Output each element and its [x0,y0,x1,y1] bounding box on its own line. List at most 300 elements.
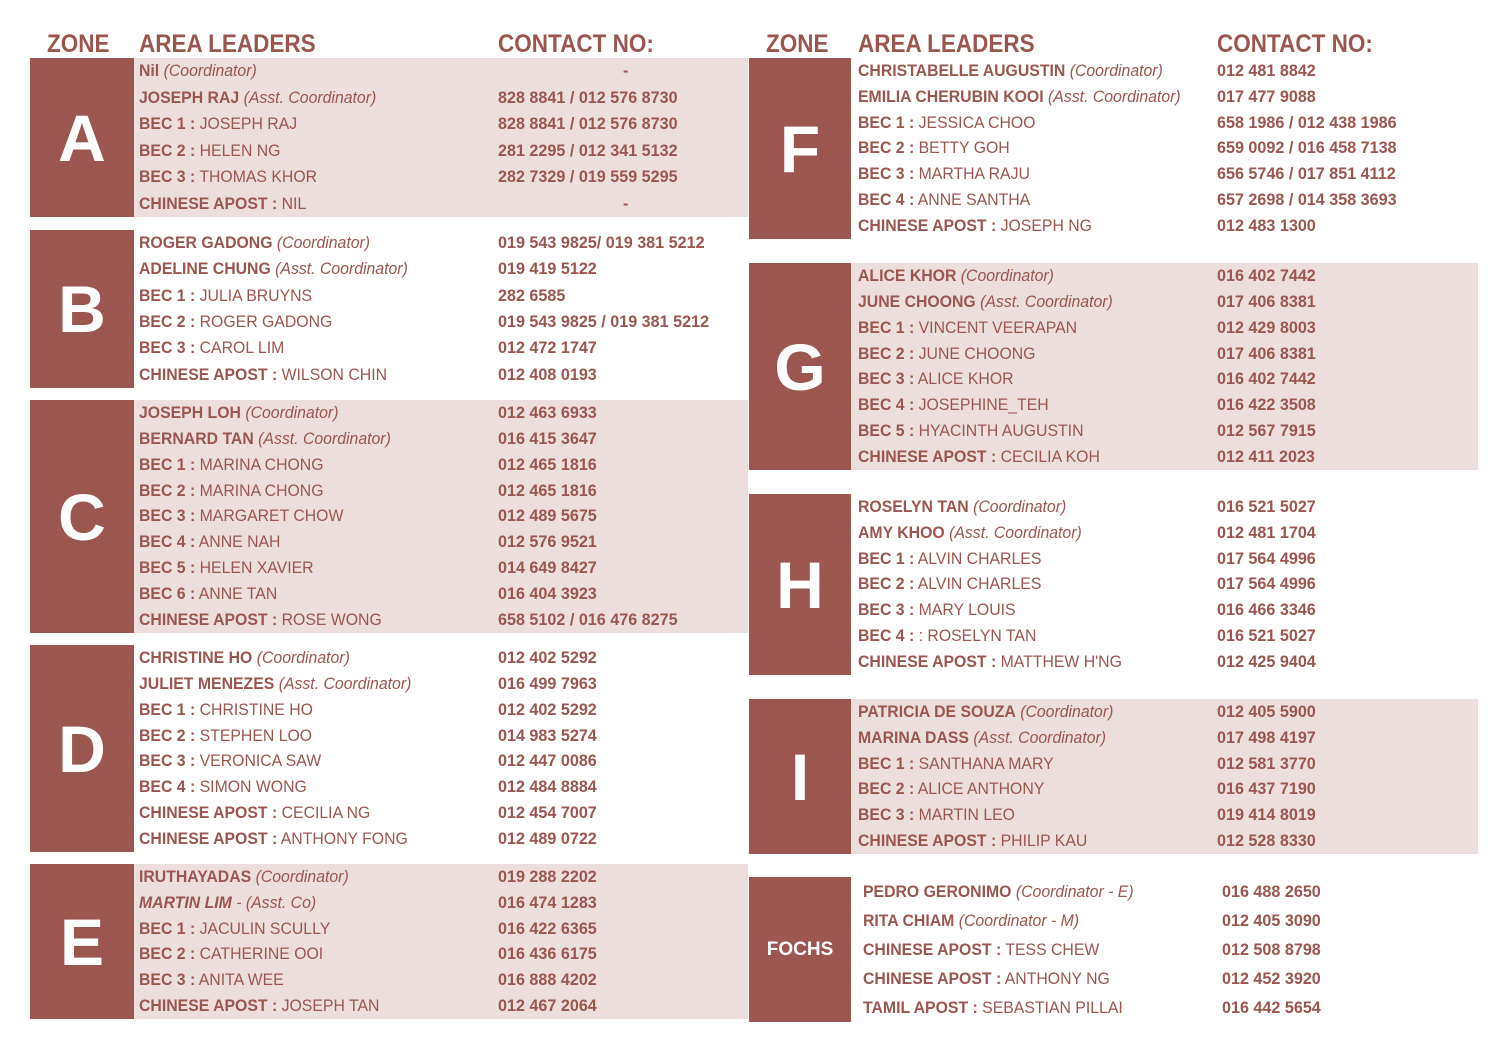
leader-label: CHINESE APOST : [139,996,278,1016]
leader-row [139,724,748,748]
leader-row [139,139,748,163]
leader-name [858,700,1113,724]
leader-name [858,367,1014,391]
leader-person-name: BERNARD TAN [139,428,254,448]
leader-value: ANNE TAN [198,584,278,604]
leader-value: ANNE NAH [198,532,281,552]
contact-number: 658 1986 / 012 438 1986 [1217,112,1397,132]
leader-row [139,646,748,670]
leader-person-name: JULIET MENEZES [139,673,275,693]
leader-row [858,521,1478,545]
leader-value: HELEN NG [199,140,281,160]
leader-label: BEC 6 : [139,584,196,604]
leader-person-name: ROGER GADONG [139,233,273,253]
leader-label: BEC 1 : [858,548,915,568]
leader-name [139,582,277,606]
contact-number: 017 564 4996 [1217,548,1316,568]
leader-name [139,336,284,360]
leader-name [139,165,317,189]
leader-value: JOSEPHINE_TEH [918,395,1049,415]
leader-name [858,521,1082,545]
leader-row [863,967,1478,991]
leader-row [858,572,1478,596]
contact-number: 016 466 3346 [1217,600,1316,620]
contact-number: 012 472 1747 [498,338,597,358]
zone-e-block [30,864,748,1019]
contact-number: 019 543 9825/ 019 381 5212 [498,233,705,253]
leader-label: CHINESE APOST : [863,939,1002,959]
contact-number: 012 402 5292 [498,647,597,667]
contact-header-left: CONTACT NO: [498,30,654,58]
leader-name [139,427,391,451]
contact-number: 012 576 9521 [498,532,597,552]
contact-number: 012 447 0086 [498,751,597,771]
leader-person-name: EMILIA CHERUBIN KOOI [858,86,1044,106]
leader-role: (Coordinator) [256,647,350,667]
leader-role: (Asst. Coordinator) [949,522,1082,542]
leader-row [139,427,748,451]
leader-value: ANTHONY NG [1004,968,1110,988]
contact-number: 828 8841 / 012 576 8730 [498,87,678,107]
zone-g-block [749,263,1478,470]
leader-person-name: JOSEPH RAJ [139,87,240,107]
leader-row [858,367,1478,391]
leader-row [139,608,748,632]
leader-person-name: JOSEPH LOH [139,402,241,422]
leader-value: JULIA BRUYNS [199,285,313,305]
zone-rows [139,58,748,217]
leader-label: CHINESE APOST : [139,803,278,823]
leader-value: JACULIN SCULLY [199,918,331,938]
leader-role: (Coordinator) [960,265,1054,285]
zone-letter: F [749,58,851,239]
leader-label: BEC 1 : [139,285,196,305]
leader-value: ROSE WONG [281,609,382,629]
zone-a-block [30,58,748,217]
leader-value: MARTHA RAJU [918,164,1030,184]
leader-name [858,572,1041,596]
leader-value: MARGARET CHOW [199,506,344,526]
leader-row [858,264,1478,288]
leader-value: ALICE KHOR [917,369,1014,389]
leader-row [858,136,1478,160]
leader-row [858,162,1478,186]
leader-person-name: ADELINE CHUNG [139,259,271,279]
leader-label: BEC 2 : [858,343,915,363]
leader-label: CHINESE APOST : [863,968,1002,988]
contact-number: 012 405 3090 [1222,910,1321,930]
leader-label: BEC 2 : [858,779,915,799]
leader-name [858,214,1092,238]
leader-label: CHINESE APOST : [858,831,997,851]
contact-number: 282 6585 [498,285,566,305]
leader-person-name: PATRICIA DE SOUZA [858,701,1016,721]
leader-label: BEC 5 : [858,421,915,441]
leader-value: SANTHANA MARY [918,753,1054,773]
leader-name [139,231,370,255]
contact-number: 659 0092 / 016 458 7138 [1217,138,1397,158]
contact-number: 016 404 3923 [498,584,597,604]
contact-number: 012 425 9404 [1217,651,1316,671]
contact-number: 012 481 1704 [1217,522,1316,542]
leader-row [139,917,748,941]
leader-role: (Asst. Coordinator) [275,259,408,279]
leader-name [858,752,1054,776]
contact-number: 016 436 6175 [498,944,597,964]
leader-label: CHINESE APOST : [139,364,278,384]
leader-role: (Coordinator) [276,233,371,253]
leader-name [139,994,379,1018]
leader-value: PHILIP KAU [1000,831,1088,851]
contact-number: 016 442 5654 [1222,997,1321,1017]
leader-name [858,111,1035,135]
leader-label: BEC 1 : [858,753,915,773]
leader-label: BEC 2 : [858,574,915,594]
leader-value: WILSON CHIN [281,364,388,384]
leader-row [139,775,748,799]
leader-label: BEC 2 : [139,480,196,500]
leader-name [863,967,1110,991]
leader-label: BEC 1 : [139,699,196,719]
leader-role: (Coordinator) [245,402,339,422]
zone-rows [863,877,1478,1022]
leader-value: CAROL LIM [199,338,285,358]
leader-label: BEC 3 : [858,164,915,184]
leader-value: MATTHEW H'NG [1000,651,1122,671]
leader-person-name: RITA CHIAM [863,910,955,930]
contact-number: 019 419 5122 [498,259,597,279]
contact-number: 017 498 4197 [1217,727,1316,747]
leader-row [858,188,1478,212]
leader-name [139,801,370,825]
leader-value: CECILIA KOH [1000,447,1100,467]
leader-row [139,698,748,722]
leader-name [139,310,332,334]
leader-name [139,139,280,163]
leader-name [139,363,387,387]
leader-label: CHINESE APOST : [139,609,278,629]
contact-number: 019 414 8019 [1217,805,1316,825]
leader-name [139,917,330,941]
zone-letter: D [30,645,134,852]
area-leaders-header-left: AREA LEADERS [139,30,316,58]
contact-number: 016 402 7442 [1217,369,1316,389]
leader-label: BEC 2 : [139,725,196,745]
leader-name [139,968,284,992]
leader-row [858,803,1478,827]
leader-person-name: CHRISTINE HO [139,647,253,667]
leader-row [139,112,748,136]
leader-name [858,162,1030,186]
leader-name [858,726,1106,750]
leader-name [139,453,324,477]
leader-row [139,59,748,83]
leader-value: MARY LOUIS [918,600,1016,620]
leader-name [139,672,411,696]
leader-row [139,310,748,334]
zone-rows [858,263,1478,470]
contact-number: 017 406 8381 [1217,343,1316,363]
leader-person-name: JUNE CHOONG [858,291,976,311]
leader-name [858,59,1163,83]
leader-label: BEC 3 : [139,970,196,990]
leader-row [858,829,1478,853]
contact-number: 012 481 8842 [1217,60,1316,80]
leader-row [139,582,748,606]
leader-row [858,726,1478,750]
zone-letter: FOCHS [749,877,851,1022]
leader-name [139,284,312,308]
contact-number: 012 483 1300 [1217,215,1316,235]
leader-name [139,891,316,915]
leader-value: ROGER GADONG [199,312,333,332]
leader-name [858,264,1054,288]
contact-number: 012 465 1816 [498,454,597,474]
leader-row [858,59,1478,83]
leader-row [139,363,748,387]
contact-number: 012 405 5900 [1217,701,1316,721]
leader-value: ALVIN CHARLES [917,574,1042,594]
contact-number: 017 564 4996 [1217,574,1316,594]
leader-name [863,938,1099,962]
zone-rows [858,58,1478,239]
contact-number: 828 8841 / 012 576 8730 [498,114,678,134]
leader-label: BEC 4 : [139,532,196,552]
leader-row [139,479,748,503]
leader-name [139,646,350,670]
leader-name [858,598,1016,622]
contact-number: 658 5102 / 016 476 8275 [498,609,678,629]
leader-label: BEC 1 : [139,454,196,474]
contact-number: 656 5746 / 017 851 4112 [1217,164,1396,184]
contact-number: 012 484 8884 [498,777,597,797]
contact-number: 016 415 3647 [498,428,597,448]
leader-row [863,880,1478,904]
leader-label: BEC 2 : [139,140,196,160]
leader-row [139,284,748,308]
leader-label: BEC 4 : [858,626,915,646]
leader-label: BEC 1 : [139,114,196,134]
contact-number: 019 288 2202 [498,866,597,886]
leader-name [139,775,307,799]
leader-role: (Coordinator - E) [1015,881,1134,901]
zone-rows [139,230,748,388]
contact-number: 012 489 5675 [498,506,597,526]
leader-name [858,316,1077,340]
contact-number: 012 467 2064 [498,996,597,1016]
leader-value: CECILIA NG [281,803,371,823]
leader-value: HELEN XAVIER [199,558,314,578]
leader-row [858,598,1478,622]
leader-name [858,188,1030,212]
zone-c-block [30,400,748,633]
leader-name [139,530,280,554]
leader-value: NIL [281,193,307,213]
leader-name [139,724,312,748]
leader-value: ANITA WEE [198,970,284,990]
leader-name [858,547,1041,571]
contact-number: 019 543 9825 / 019 381 5212 [498,312,710,332]
leader-row [139,749,748,773]
zone-d-block [30,645,748,852]
leader-person-name: IRUTHAYADAS [139,866,252,886]
leader-row [858,214,1478,238]
leader-value: MARTIN LEO [918,805,1015,825]
leader-person-name: MARINA DASS [858,727,969,747]
leader-row [858,547,1478,571]
zone-rows [139,400,748,633]
zone-letter: A [30,58,134,217]
leader-name [858,445,1100,469]
zone-fochs-block [749,877,1478,1022]
leader-row [858,752,1478,776]
leader-role: (Coordinator) [255,866,349,886]
leader-name [139,192,306,216]
leader-value: VERONICA SAW [199,751,322,771]
contact-number: 012 465 1816 [498,480,597,500]
leader-role: (Asst. Coordinator) [980,291,1113,311]
leader-label: BEC 3 : [858,805,915,825]
leader-label: BEC 2 : [858,138,915,158]
leader-value: JUNE CHOONG [918,343,1036,363]
zone-header-left: ZONE [47,30,110,58]
contact-number: 016 499 7963 [498,673,597,693]
leader-value: TESS CHEW [1005,939,1100,959]
leader-role: (Coordinator) [973,496,1067,516]
leader-name [139,608,382,632]
contact-number: 012 463 6933 [498,402,597,422]
leader-name [858,393,1049,417]
leader-value: CATHERINE OOI [199,944,324,964]
contact-number: 016 521 5027 [1217,496,1316,516]
leader-role: (Asst. Coordinator) [278,673,412,693]
leader-row [858,290,1478,314]
contact-number: - [623,61,629,81]
leader-row [139,165,748,189]
leader-name [139,556,314,580]
leader-role: (Coordinator) [1069,60,1163,80]
leader-row [139,192,748,216]
zone-rows [858,699,1478,854]
leader-role: (Asst. Coordinator) [973,727,1107,747]
leader-role: (Asst. Coordinator) [243,87,377,107]
leader-name [139,401,338,425]
leader-row [858,419,1478,443]
leader-value: SEBASTIAN PILLAI [982,997,1123,1017]
leader-name [139,504,343,528]
leader-row [139,401,748,425]
leader-value: SIMON WONG [199,777,307,797]
leader-row [858,650,1478,674]
leader-name [863,996,1123,1020]
contact-number: 017 477 9088 [1217,86,1316,106]
leader-label: CHINESE APOST : [858,447,997,467]
leader-name [863,880,1134,904]
zone-letter: C [30,400,134,633]
leader-name [139,749,321,773]
zone-h-block [749,494,1478,675]
leader-row [139,556,748,580]
contact-number: 012 402 5292 [498,699,597,719]
leader-row [858,316,1478,340]
leader-label: BEC 3 : [858,369,915,389]
leader-value: : ROSELYN TAN [918,626,1037,646]
leader-row [858,111,1478,135]
leader-name [139,257,408,281]
leader-value: JOSEPH RAJ [199,114,298,134]
leader-value: CHRISTINE HO [199,699,313,719]
leader-name [863,909,1079,933]
leader-value: ANTHONY FONG [280,829,408,849]
zone-header-right: ZONE [766,30,829,58]
contact-number: 657 2698 / 014 358 3693 [1217,190,1397,210]
leader-label: BEC 4 : [139,777,196,797]
leader-label: CHINESE APOST : [858,215,997,235]
leader-label: BEC 4 : [858,395,915,415]
contact-number: 012 581 3770 [1217,753,1316,773]
leader-label: CHINESE APOST : [139,193,278,213]
leader-role: (Coordinator - M) [958,910,1080,930]
leader-name [858,829,1087,853]
zone-i-block [749,699,1478,854]
leader-person-name: ALICE KHOR [858,265,957,285]
zone-rows [139,645,748,852]
leader-row [139,827,748,851]
leader-role: - (Asst. Co) [236,892,317,912]
leader-label: BEC 2 : [139,944,196,964]
leader-role: (Coordinator) [1020,701,1114,721]
leader-row [139,336,748,360]
leader-name [858,85,1181,109]
leader-name [858,136,1010,160]
leader-row [139,231,748,255]
leader-role: (Coordinator) [163,61,257,81]
zone-letter: G [749,263,851,470]
leader-value: ALICE ANTHONY [917,779,1045,799]
leader-label: BEC 1 : [858,112,915,132]
leader-row [139,504,748,528]
zone-letter: H [749,494,851,675]
leader-row [139,942,748,966]
leader-name [139,479,324,503]
contact-number: 012 408 0193 [498,364,597,384]
leader-row [139,801,748,825]
contact-number: 012 528 8330 [1217,831,1316,851]
contact-number: 012 454 7007 [498,803,597,823]
leader-name [858,777,1044,801]
contact-number: 016 422 3508 [1217,395,1316,415]
contact-number: 014 983 5274 [498,725,597,745]
leader-row [139,891,748,915]
leader-row [858,624,1478,648]
leader-person-name: Nil [139,61,160,81]
leader-row [139,994,748,1018]
leader-label: CHINESE APOST : [858,651,997,671]
leader-label: CHINESE APOST : [139,829,278,849]
leader-label: BEC 3 : [858,600,915,620]
zone-rows [858,494,1478,675]
leader-value: JOSEPH NG [1000,215,1092,235]
leader-row [858,342,1478,366]
contact-number: 017 406 8381 [1217,291,1316,311]
leader-name [139,827,408,851]
leader-role: (Asst. Coordinator) [1048,86,1181,106]
leader-row [139,453,748,477]
leader-label: BEC 1 : [858,317,915,337]
leader-row [863,909,1478,933]
leader-label: BEC 2 : [139,312,196,332]
leader-person-name: CHRISTABELLE AUGUSTIN [858,60,1066,80]
